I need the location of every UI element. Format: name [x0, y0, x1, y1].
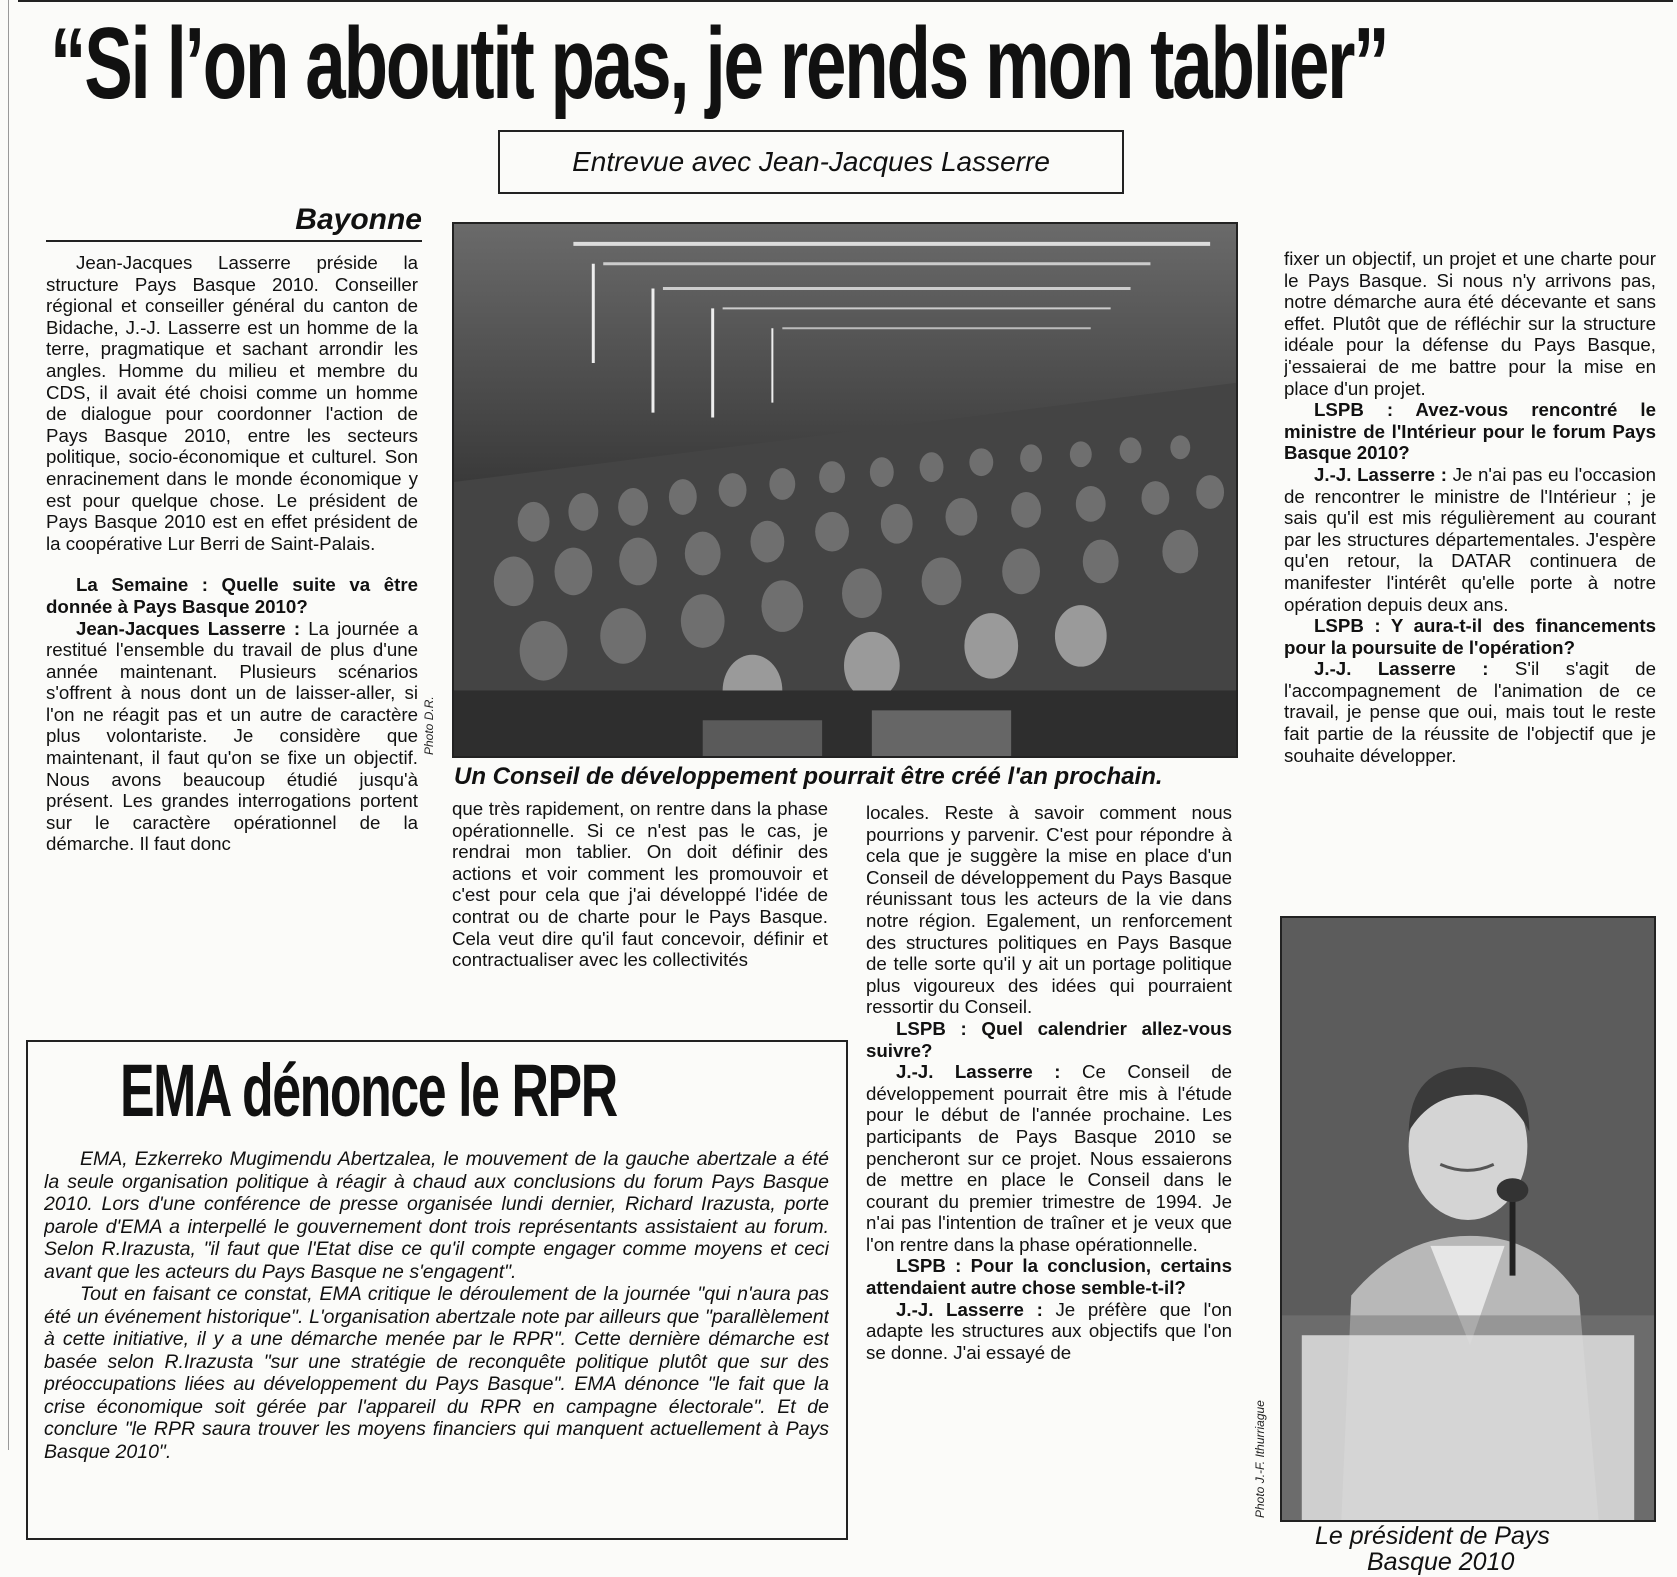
subtitle-box [498, 130, 1124, 194]
subtitle: Entrevue avec Jean-Jacques Lasserre [572, 146, 1050, 177]
column-3-text: locales. Reste à savoir comment nous pourrions y parvenir. C'est pour répondre à cela que je suggère la mise en place d'un Conseil de développement du Pays Basque réunissant tous les acteurs de la vie dans notre région. Egalement, un renforcement des structures politiques en Pays Basque de telle sorte qu'il y ait un portage politique plus vigoureux des idées qui pourraient ressortir du Conseil. [866, 802, 1232, 1018]
intro-paragraph: Jean-Jacques Lasserre préside la structure Pays Basque 2010. Conseiller régional et conseiller général du canton de Bidache, J.-J. Lasserre est un homme de la terre, pragmatique et sachant arrondir les angles. Homme du milieu et membre du CDS, il avait été choisi comme un homme de dialogue pour coordonner l'action de Pays Basque 2010, entre les secteurs politique, socio-économique et culturel. Son enracinement dans le monde économique y est pour quelque chose. Le président de Pays Basque 2010 est en effet président de la coopérative Lur Berri de Saint-Palais. [46, 252, 418, 554]
answer-1-text: La journée a restitué l'ensemble du travail de plus d'une année maintenant. Plusieurs scénarios s'offrent à nous dont un de laisser-aller, si l'on ne réagit pas et un autre de caractère plus volontariste. Je considère que maintenant, il faut qu'on se fixe un objectif. Nous avons beaucoup étudié jusqu'à présent. Les grandes interrogations portent sur le caractère opérationnel de la démarche. Il faut donc [46, 617, 418, 855]
answer-1 [46, 618, 418, 856]
audience-photo [452, 222, 1238, 758]
audience-photo-image [454, 224, 1236, 756]
dateline: Bayonne [46, 204, 422, 242]
headline: “Si l’on aboutit pas, je rends mon tablier” [50, 8, 1388, 120]
answer-2 [866, 1061, 1232, 1255]
margin-rule [8, 0, 9, 1450]
photo-credit-1: Photo D.R. [422, 696, 436, 755]
answer-3-text: Je préfère que l'on adapte les structures aux objectifs que l'on se donne. J'ai essayé de [866, 1298, 1232, 1363]
ema-paragraph-2: Tout en faisant ce constat, EMA critique le déroulement de la journée "qui n'aura pas été un événement historique". L'organisation abertzale note par ailleurs que "parallèlement à cette initiative, il y a une démarche menée par le RPR". Cette dernière démarche est basée selon R.Irazusta "sur une stratégie de reconquête politique plutôt que sur des préoccupations liées au développement du Pays Basque". EMA dénonce "le fait que la crise économique soit gérée par l'appareil du RPR en campagne électorale". Et de conclure "le RPR saura trouver les moyens financiers qui manquent actuellement à Pays Basque 2010". [44, 1283, 829, 1463]
photo-caption-1: Un Conseil de développement pourrait être créé l'an prochain. [454, 763, 1163, 790]
ema-title: EMA dénonce le RPR [120, 1049, 617, 1132]
article-column-3 [866, 802, 1232, 1564]
question-4: LSPB : Avez-vous rencontré le ministre de l'Intérieur pour le forum Pays Basque 2010? [1284, 399, 1656, 464]
answer-2-text: Ce Conseil de développement pourrait être mis à l'étude pour le début de l'année prochaine. Les participants de Pays Basque 2010 se pencheront sur ce projet. Nous essaierons de mettre en place le Conseil dans le courant du premier trimestre de 1994. Je n'ai pas l'intention de traîner et je veux que l'on rentre dans la phase opérationnelle. [866, 1061, 1232, 1255]
question-3: LSPB : Pour la conclusion, certains attendaient autre chose semble-t-il? [866, 1255, 1232, 1299]
photo-caption-2-line2: Basque 2010 [1367, 1548, 1515, 1576]
photo-credit-2: Photo J.-F. Ithurriague [1253, 1400, 1267, 1518]
question-5: LSPB : Y aura-t-il des financements pour la poursuite de l'opération? [1284, 615, 1656, 658]
ema-article-text [44, 1148, 829, 1533]
answer-4-speaker: J.-J. Lasserre : [1314, 463, 1447, 485]
president-photo-image [1282, 918, 1654, 1520]
answer-2-speaker: J.-J. Lasserre : [896, 1061, 1061, 1083]
answer-5-text: S'il s'agit de l'accompagnement de l'animation de ce travail, je pense que oui, mais tout le reste fait partie de la réussite de l'objectif que je souhaite développer. [1284, 658, 1656, 766]
answer-4 [1284, 464, 1656, 615]
answer-3 [866, 1299, 1232, 1364]
answer-5 [1284, 658, 1656, 766]
column-2-text: que très rapidement, on rentre dans la phase opérationnelle. Si ce n'est pas le cas, je rendrai mon tablier. On doit définir des actions et voir comment les promouvoir et c'est pour cela que j'ai développé l'idée de contrat ou de charte pour le Pays Basque. Cela veut dire qu'il faut concevoir, définir et contractualiser avec les collectivités [452, 798, 828, 971]
question-2: LSPB : Quel calendrier allez-vous suivre? [866, 1017, 1232, 1061]
answer-4-text: Je n'ai pas eu l'occasion de rencontrer le ministre de l'Intérieur ; je sais qu'il est mis régulièrement au courant par les structures départementales. J'espère qu'en retour, la DATAR continuera de manifester l'intérêt qu'elle porte à notre opération depuis deux ans. [1284, 463, 1656, 615]
president-photo [1280, 916, 1656, 1522]
answer-3-speaker: J.-J. Lasserre : [896, 1298, 1043, 1320]
photo-caption-2-line1: Le président de Pays [1315, 1522, 1550, 1550]
answer-5-speaker: J.-J. Lasserre : [1314, 658, 1489, 680]
article-column-2 [452, 798, 828, 1038]
column-4-text: fixer un objectif, un projet et une charte pour le Pays Basque. Si nous n'y arrivons pas, notre démarche aura été décevante et sans effet. Plutôt que de réfléchir sur la structure idéale pour la défense du Pays Basque, j'essaierai de me battre pour la mise en place d'un projet. [1284, 248, 1656, 399]
question-1: La Semaine : Quelle suite va être donnée à Pays Basque 2010? [46, 574, 418, 617]
ema-paragraph-1: EMA, Ezkerreko Mugimendu Abertzalea, le mouvement de la gauche abertzale a été la seule organisation politique à réagir à chaud aux conclusions du forum Pays Basque 2010. Lors d'une conférence de presse organisée lundi dernier, Richard Irazusta, porte parole d'EMA a interpellé le gouvernement dont trois représentants assistaient au forum. Selon R.Irazusta, "il faut que l'Etat dise ce qu'il compte engager comme moyens et ceci avant que les acteurs du Pays Basque ne s'engagent". [44, 1148, 829, 1283]
article-column-1 [46, 252, 418, 1022]
article-column-4 [1284, 248, 1656, 898]
answer-1-speaker: Jean-Jacques Lasserre : [76, 617, 301, 639]
